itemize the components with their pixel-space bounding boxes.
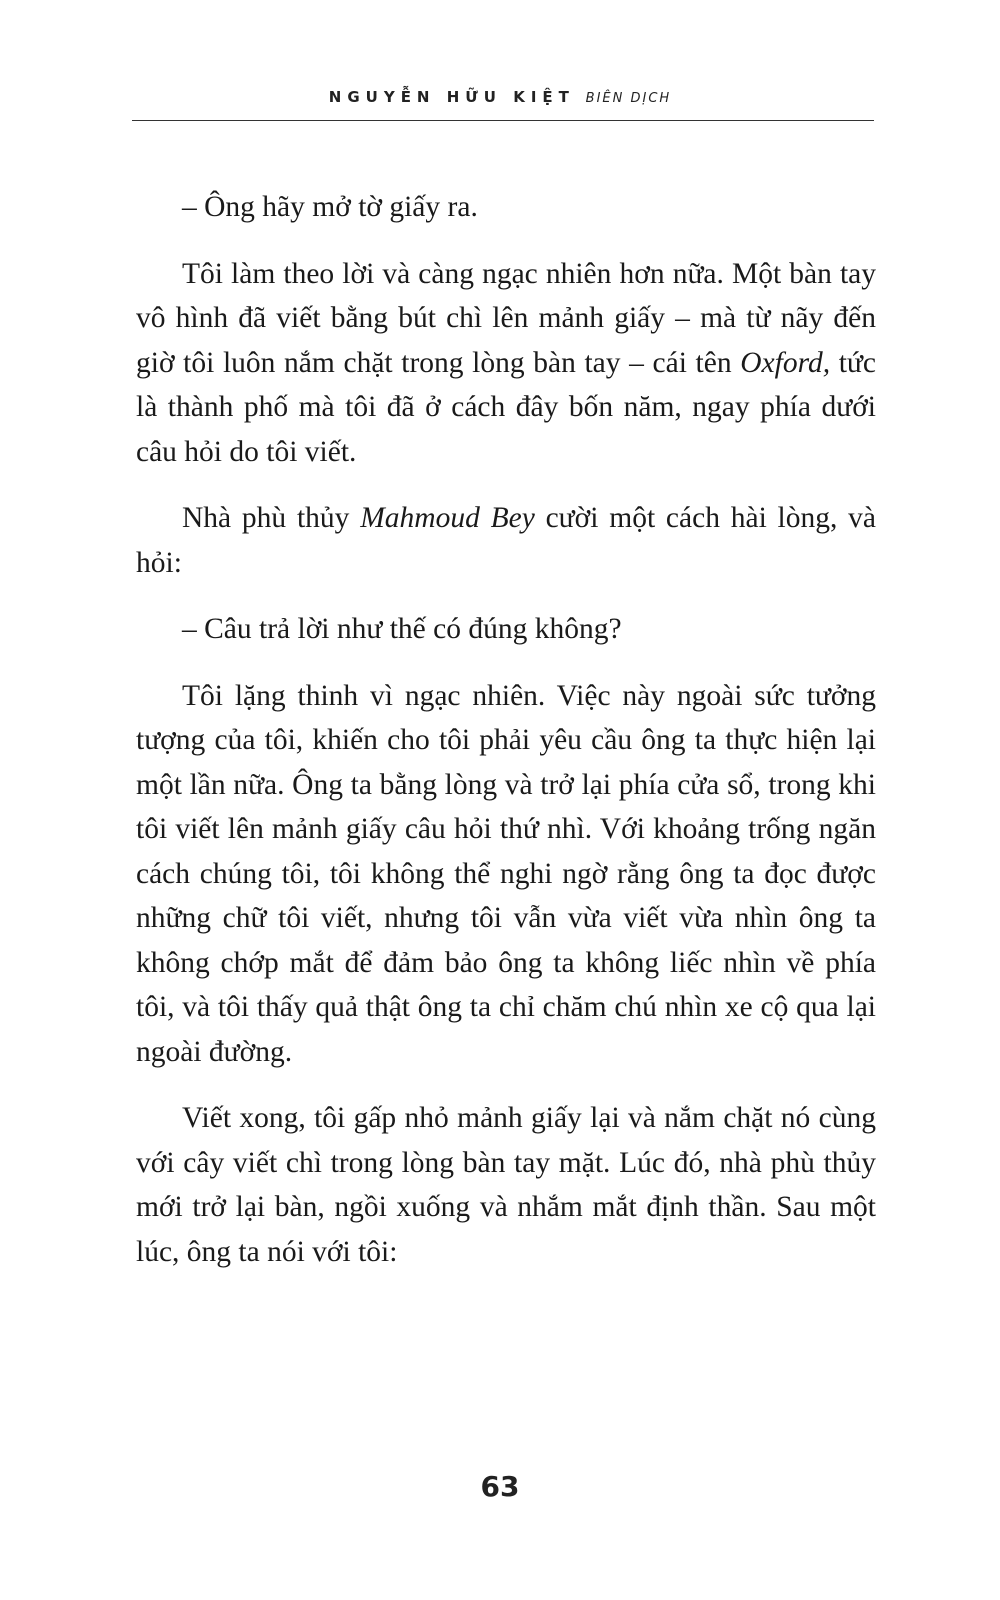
paragraph-1 bbox=[136, 185, 876, 230]
paragraph-6 bbox=[136, 1096, 876, 1274]
paragraph-text: Tôi làm theo lời và càng ngạc nhiên hơn nữa. Một bàn tay vô hình đã viết bằng bút chì lên mảnh giấy – mà từ nãy đến giờ tôi luôn nắm chặt trong lòng bàn tay – cái tên bbox=[136, 257, 876, 379]
italic-place-name: Oxford, bbox=[740, 346, 831, 379]
running-header bbox=[0, 88, 1000, 106]
paragraph-3 bbox=[136, 496, 876, 585]
paragraph-text: – Câu trả lời như thế có đúng không? bbox=[182, 613, 622, 645]
paragraph-text: cười một cách hài lòng, và hỏi: bbox=[136, 502, 876, 579]
body-text bbox=[136, 185, 876, 1296]
header-role: BIÊN DỊCH bbox=[585, 91, 672, 106]
paragraph-5 bbox=[136, 674, 876, 1075]
paragraph-text: Tôi lặng thinh vì ngạc nhiên. Việc này ngoài sức tưởng tượng của tôi, khiến cho tôi phải yêu cầu ông ta thực hiện lại một lần nữa. Ông ta bằng lòng và trở lại phía cửa sổ, trong khi tôi viết lên mảnh giấy câu hỏi thứ nhì. Với khoảng trống ngăn cách chúng tôi, tôi không thể nghi ngờ rằng ông ta đọc được những chữ tôi viết, nhưng tôi vẫn vừa viết vừa nhìn ông ta không chớp mắt để đảm bảo ông ta không liếc nhìn về phía tôi, và tôi thấy quả thật ông ta chỉ chăm chú nhìn xe cộ qua lại ngoài đường. bbox=[136, 679, 876, 1068]
paragraph-2 bbox=[136, 252, 876, 475]
paragraph-text: Viết xong, tôi gấp nhỏ mảnh giấy lại và nắm chặt nó cùng với cây viết chì trong lòng bàn tay mặt. Lúc đó, nhà phù thủy mới trở lại bàn, ngồi xuống và nhắm mắt định thần. Sau một lúc, ông ta nói với tôi: bbox=[136, 1102, 876, 1268]
header-author: NGUYỄN HỮU KIỆT bbox=[328, 88, 575, 106]
paragraph-text: – Ông hãy mở tờ giấy ra. bbox=[182, 191, 478, 223]
header-rule bbox=[132, 120, 874, 121]
italic-person-name: Mahmoud Bey bbox=[360, 502, 535, 534]
paragraph-4 bbox=[136, 607, 876, 652]
paragraph-text: tức là thành phố mà tôi đã ở cách đây bốn năm, ngay phía dưới câu hỏi do tôi viết. bbox=[136, 346, 877, 468]
page-number: 63 bbox=[480, 1470, 520, 1503]
paragraph-text: Nhà phù thủy bbox=[182, 502, 361, 534]
